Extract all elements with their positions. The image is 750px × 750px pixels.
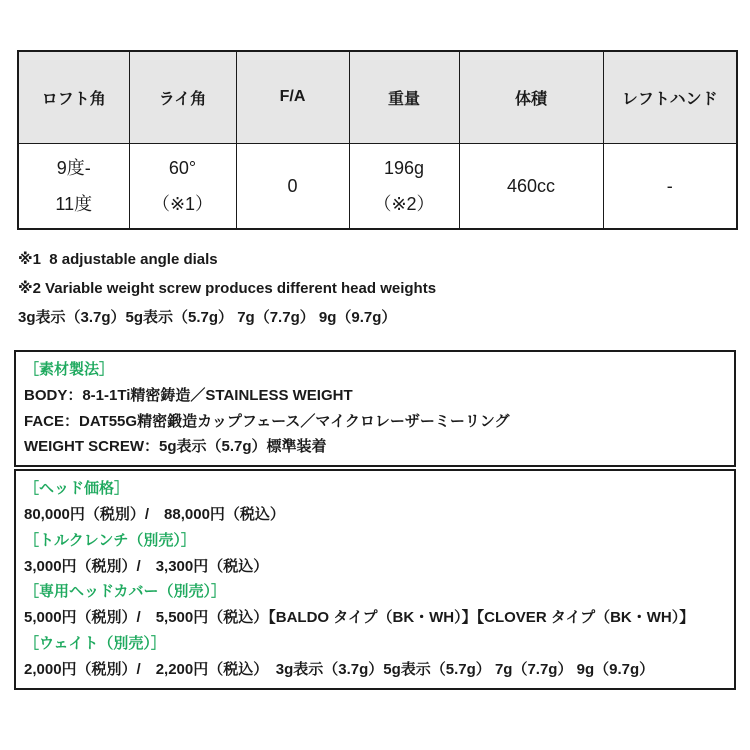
material-weight-screw-line: WEIGHT SCREW：5g表示（5.7g）標準装着	[24, 438, 327, 456]
col-header-left-hand: レフトハンド	[603, 51, 737, 143]
lie-angle-line-1: 60°	[168, 157, 197, 178]
weight-line-1: 196g	[383, 157, 425, 178]
weight-option-price: 2,000円（税別）/ 2,200円（税込） 3g表示（3.7g）5g表示（5.7g） 7g（7.7g） 9g（9.7g）	[24, 660, 655, 678]
volume-value: 460cc	[459, 143, 603, 229]
head-price-label: ［ヘッド価格］	[24, 480, 130, 498]
weight-option-label: ［ウェイト（別売）］	[24, 634, 166, 652]
col-header-loft-angle: ロフト角	[18, 51, 129, 143]
footnote-1: ※1 8 adjustable angle dials	[18, 251, 218, 268]
torque-wrench-price: 3,000円（税別）/ 3,300円（税込）	[24, 557, 269, 575]
col-header-fa: F/A	[236, 51, 349, 143]
material-section	[14, 350, 736, 467]
loft-angle-value	[18, 143, 129, 229]
loft-angle-line-2: 11度	[55, 193, 93, 214]
loft-angle-line-1: 9度-	[56, 157, 91, 178]
col-header-weight: 重量	[349, 51, 459, 143]
material-section-title: ［素材製法］	[24, 361, 115, 378]
page	[0, 50, 750, 690]
head-price-value: 80,000円（税別）/ 88,000円（税込）	[24, 505, 285, 523]
footnotes	[18, 245, 736, 332]
fa-value: 0	[236, 143, 349, 229]
left-hand-value: -	[603, 143, 737, 229]
torque-wrench-label: ［トルクレンチ（別売）］	[24, 531, 196, 549]
spec-table	[17, 50, 738, 230]
col-header-lie-angle: ライ角	[129, 51, 236, 143]
lie-angle-value	[129, 143, 236, 229]
price-section	[14, 469, 736, 689]
material-body-line: BODY：8-1-1Ti精密鋳造／STAINLESS WEIGHT	[24, 386, 353, 404]
head-cover-label: ［専用ヘッドカバー（別売）］	[24, 583, 227, 601]
footnote-2: ※2 Variable weight screw produces different head weights	[18, 280, 437, 297]
weight-value	[349, 143, 459, 229]
spec-value-row	[18, 143, 737, 229]
lie-angle-line-2: （※1）	[151, 193, 214, 214]
head-cover-price: 5,000円（税別）/ 5,500円（税込）【BALDO タイプ（BK・WH）】【CLOVER タイプ（BK・WH）】	[24, 609, 695, 627]
footnote-weight-options: 3g表示（3.7g）5g表示（5.7g） 7g（7.7g） 9g（9.7g）	[18, 309, 397, 326]
col-header-volume: 体積	[459, 51, 603, 143]
weight-line-2: （※2）	[373, 193, 435, 214]
material-face-line: FACE：DAT55G精密鍛造カップフェース／マイクロレーザーミーリング	[24, 412, 510, 430]
spec-header-row	[18, 51, 737, 143]
